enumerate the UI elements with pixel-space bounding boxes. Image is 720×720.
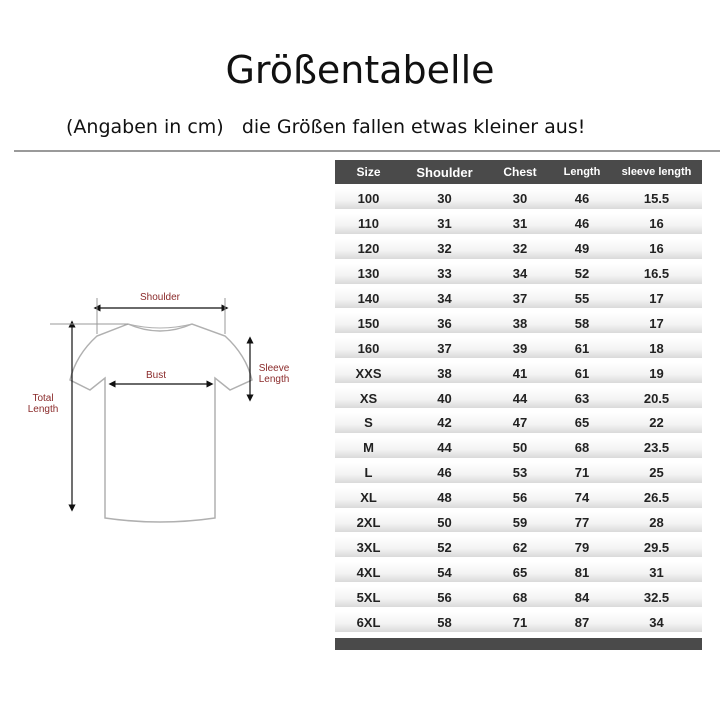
table-cell: 47	[512, 415, 528, 431]
table-cell: 40	[437, 390, 452, 406]
table-cell: 38	[512, 315, 528, 331]
table-cell: 34	[512, 266, 528, 282]
table-cell: 56	[512, 490, 528, 506]
table-cell: 53	[512, 465, 528, 481]
header-sleeve-length: sleeve length	[621, 166, 692, 178]
table-cell: 130	[357, 266, 380, 282]
table-cell: 38	[437, 365, 452, 381]
table-cell: 71	[574, 465, 590, 481]
table-cell: 74	[574, 490, 590, 506]
table-cell: 5XL	[356, 589, 381, 605]
table-row	[335, 189, 702, 209]
table-row	[335, 264, 702, 284]
table-cell: 56	[437, 589, 452, 605]
table-cell: 19	[649, 365, 664, 381]
table-row	[335, 214, 702, 234]
table-cell: 77	[574, 514, 590, 530]
table-cell: 58	[437, 614, 452, 630]
table-cell: 50	[437, 514, 452, 530]
table-cell: 23.5	[643, 440, 670, 456]
table-cell: 59	[512, 514, 528, 530]
table-row	[335, 463, 702, 483]
total-length-label	[20, 393, 66, 415]
table-row	[335, 239, 702, 259]
table-cell: 18	[649, 340, 664, 356]
table-cell: 34	[649, 614, 664, 630]
tshirt-measurement-diagram	[20, 280, 300, 540]
table-cell: 63	[574, 390, 590, 406]
table-cell: 32	[437, 241, 452, 257]
header-size: Size	[356, 165, 381, 179]
table-cell: 46	[437, 465, 452, 481]
table-cell: 6XL	[356, 614, 381, 630]
table-cell: 16	[649, 216, 664, 232]
table-row	[335, 587, 702, 607]
sleeve-label-line2: Length	[258, 374, 290, 385]
table-cell: 71	[512, 614, 528, 630]
shoulder-label: Shoulder	[139, 292, 181, 303]
table-cell: 36	[437, 315, 452, 331]
table-row	[335, 438, 702, 458]
table-cell: 150	[357, 315, 380, 331]
table-cell: 20.5	[643, 390, 670, 406]
table-cell: 44	[512, 390, 528, 406]
table-cell: XL	[360, 490, 377, 506]
sleeve-label-line1: Sleeve	[258, 363, 290, 374]
table-cell: XS	[359, 390, 378, 406]
table-cell: 29.5	[643, 539, 670, 555]
table-cell: 49	[574, 241, 590, 257]
table-cell: 16	[649, 241, 664, 257]
total-label-line1: Total	[32, 393, 54, 404]
total-label-line2: Length	[27, 404, 59, 415]
table-cell: 28	[649, 514, 664, 530]
table-cell: 37	[437, 340, 452, 356]
table-row	[335, 488, 702, 508]
table-cell: 3XL	[356, 539, 381, 555]
table-cell: 100	[357, 191, 380, 207]
table-cell: 34	[437, 290, 452, 306]
table-cell: 44	[437, 440, 452, 456]
table-cell: 58	[574, 315, 590, 331]
table-cell: XXS	[355, 365, 382, 381]
table-cell: 68	[574, 440, 590, 456]
table-row	[335, 612, 702, 632]
table-cell: 68	[512, 589, 528, 605]
table-cell: 79	[574, 539, 590, 555]
table-cell: 160	[357, 340, 380, 356]
sleeve-length-label	[252, 363, 296, 385]
table-cell: L	[364, 465, 373, 481]
table-cell: 62	[512, 539, 528, 555]
table-cell: 17	[649, 290, 664, 306]
size-table	[335, 160, 702, 650]
table-row	[335, 363, 702, 383]
table-row	[335, 413, 702, 433]
table-cell: 25	[649, 465, 664, 481]
table-cell: 46	[574, 191, 590, 207]
table-footer-bar	[335, 638, 702, 650]
table-cell: S	[364, 415, 373, 431]
table-cell: 52	[574, 266, 590, 282]
table-cell: 41	[512, 365, 528, 381]
table-cell: 55	[574, 290, 590, 306]
header-shoulder: Shoulder	[416, 164, 473, 180]
table-cell: 31	[649, 564, 664, 580]
table-cell: 61	[574, 365, 590, 381]
table-cell: 2XL	[356, 514, 381, 530]
table-cell: 30	[437, 191, 452, 207]
divider	[14, 150, 720, 152]
table-cell: 15.5	[643, 191, 670, 207]
table-cell: 37	[512, 290, 528, 306]
table-header	[335, 160, 702, 184]
table-cell: M	[363, 440, 374, 456]
table-cell: 110	[358, 216, 379, 232]
table-cell: 22	[649, 415, 664, 431]
table-row	[335, 537, 702, 557]
table-cell: 52	[437, 539, 452, 555]
table-row	[335, 338, 702, 358]
header-chest: Chest	[503, 165, 537, 179]
table-cell: 32.5	[643, 589, 670, 605]
header-length: Length	[563, 166, 601, 178]
table-cell: 61	[574, 340, 590, 356]
table-cell: 39	[512, 340, 528, 356]
table-cell: 26.5	[643, 490, 670, 506]
table-cell: 84	[574, 589, 590, 605]
table-row	[335, 288, 702, 308]
table-row	[335, 388, 702, 408]
table-cell: 120	[357, 241, 380, 257]
table-body	[335, 189, 702, 632]
table-cell: 87	[574, 614, 590, 630]
table-cell: 81	[574, 564, 590, 580]
table-cell: 16.5	[643, 266, 670, 282]
table-cell: 65	[574, 415, 590, 431]
table-cell: 140	[357, 290, 380, 306]
page-title: Größentabelle	[225, 48, 495, 92]
table-cell: 54	[437, 564, 452, 580]
table-cell: 46	[574, 216, 590, 232]
table-cell: 17	[649, 315, 664, 331]
table-cell: 33	[437, 266, 452, 282]
table-cell: 50	[512, 440, 528, 456]
table-cell: 48	[437, 490, 452, 506]
table-row	[335, 512, 702, 532]
table-cell: 42	[437, 415, 452, 431]
table-cell: 65	[512, 564, 528, 580]
table-cell: 31	[437, 216, 452, 232]
table-cell: 4XL	[356, 564, 381, 580]
table-cell: 31	[512, 216, 528, 232]
table-cell: 30	[512, 191, 528, 207]
bust-label: Bust	[145, 370, 166, 381]
table-cell: 32	[512, 241, 528, 257]
table-row	[335, 562, 702, 582]
table-row	[335, 313, 702, 333]
size-note: (Angaben in cm) die Größen fallen etwas kleiner aus!	[66, 116, 586, 138]
